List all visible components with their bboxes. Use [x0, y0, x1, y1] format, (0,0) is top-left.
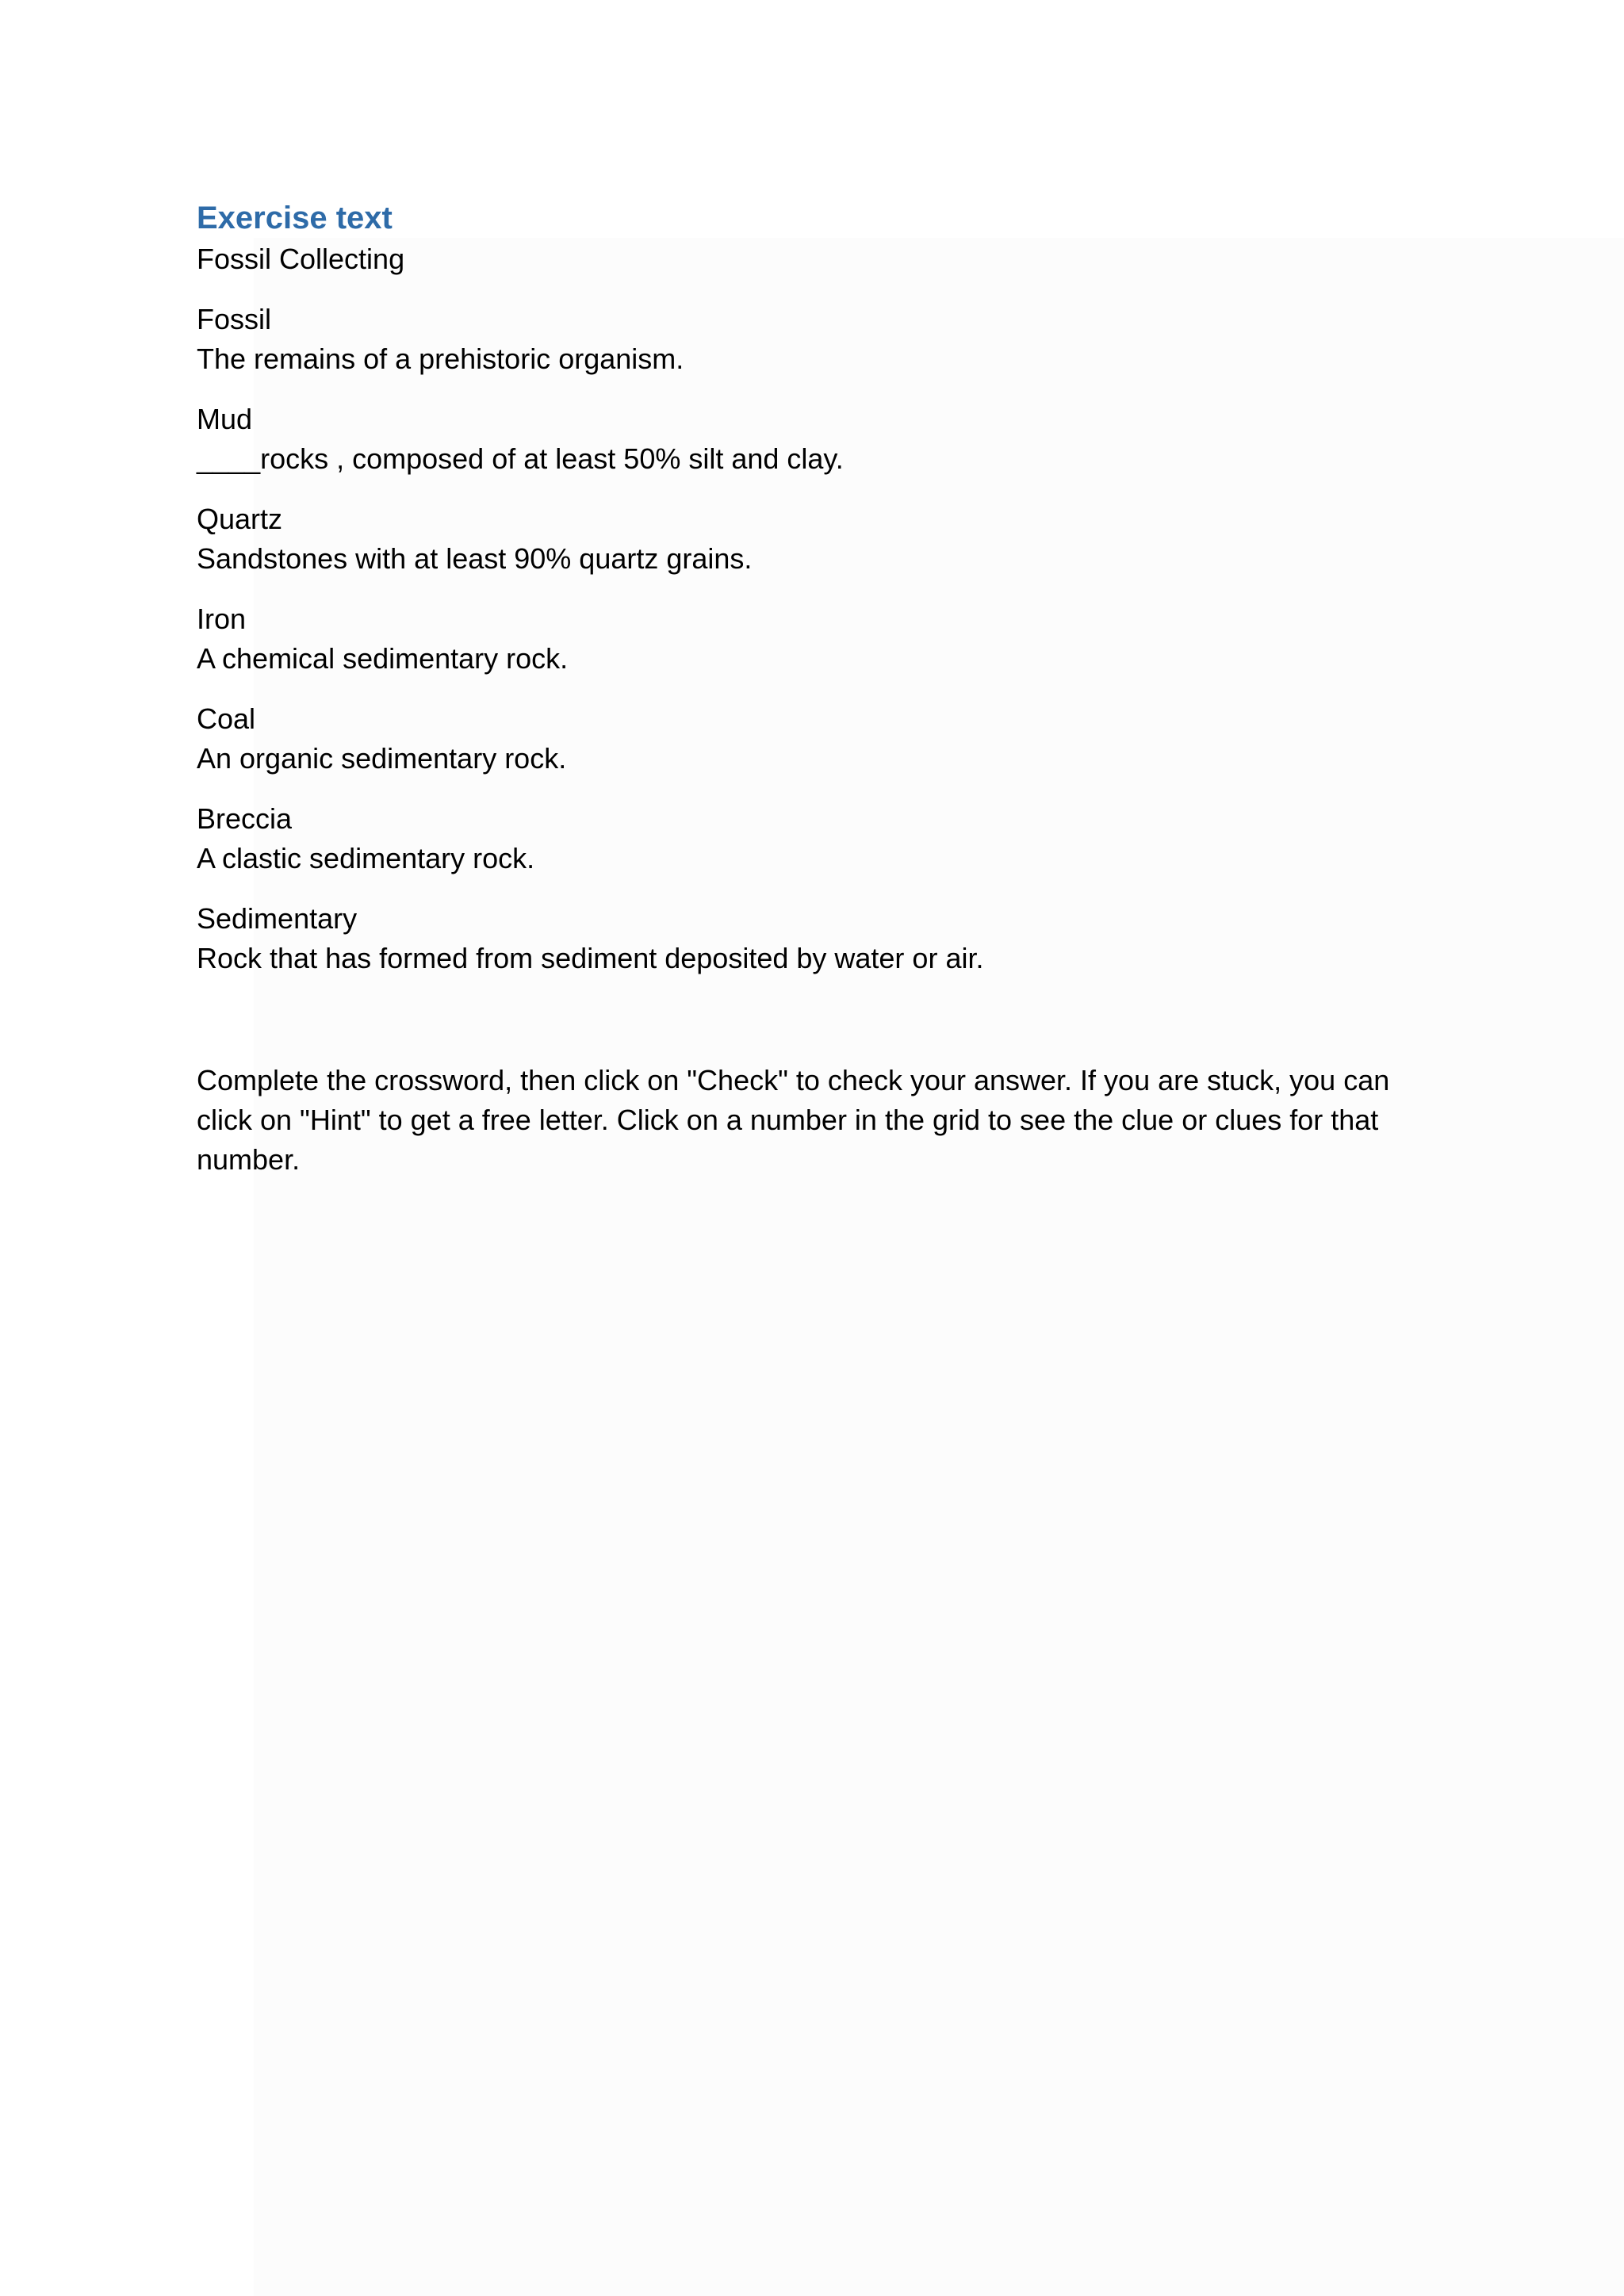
- entry-term: Iron: [197, 603, 247, 635]
- glossary-entry: [197, 699, 1434, 779]
- entry-definition: Sandstones with at least 90% quartz grains.: [197, 542, 753, 575]
- glossary-entry: [197, 300, 1434, 379]
- entry-definition: The remains of a prehistoric organism.: [197, 342, 684, 375]
- entry-definition: Rock that has formed from sediment deposited by water or air.: [197, 942, 984, 974]
- entry-term: Mud: [197, 403, 253, 435]
- glossary-entry: [197, 499, 1434, 579]
- entry-term: Fossil: [197, 303, 272, 335]
- entry-term: Coal: [197, 702, 256, 735]
- entry-term: Quartz: [197, 503, 283, 535]
- document-content: [197, 197, 1434, 1180]
- entry-term: Breccia: [197, 802, 293, 835]
- crossword-instructions: Complete the crossword, then click on "Check" to check your answer. If you are stuck, you can click on "Hint" to get a free letter. Click on a number in the grid to see the clue or clues for that number.: [197, 1064, 1390, 1176]
- glossary-entry: [197, 599, 1434, 679]
- entry-definition: A chemical sedimentary rock.: [197, 642, 569, 675]
- glossary-entry: [197, 799, 1434, 878]
- exercise-heading: Exercise text: [197, 201, 393, 235]
- entry-definition: A clastic sedimentary rock.: [197, 842, 535, 874]
- glossary-entry: [197, 899, 1434, 978]
- entry-definition: ____rocks , composed of at least 50% silt and clay.: [197, 442, 844, 475]
- entry-term: Sedimentary: [197, 902, 358, 935]
- exercise-subtitle: Fossil Collecting: [197, 243, 405, 275]
- glossary-entry: [197, 400, 1434, 479]
- entry-definition: An organic sedimentary rock.: [197, 742, 567, 775]
